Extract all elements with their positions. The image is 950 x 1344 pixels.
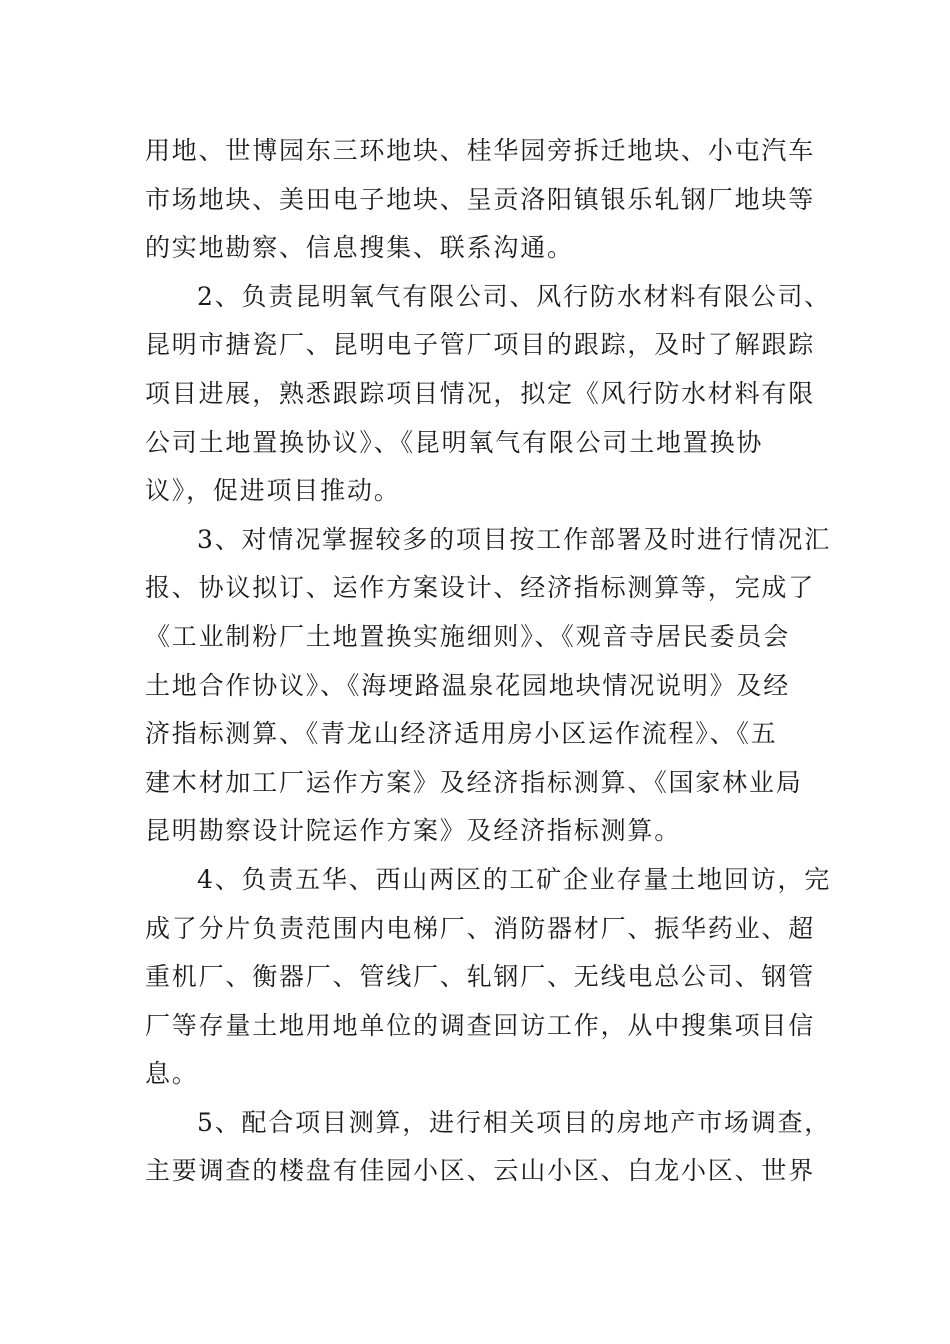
text-line: 项目进展，熟悉跟踪项目情况，拟定《风行防水材料有限 xyxy=(145,378,816,408)
text-line: 用地、世博园东三环地块、桂华园旁拆迁地块、小屯汽车 xyxy=(145,136,816,165)
paragraph-first-line: 5、配合项目测算，进行相关项目的房地产市场调查， xyxy=(197,1107,832,1137)
text-line: 昆明勘察设计院运作方案》及经济指标测算。 xyxy=(145,816,682,846)
text-line: 公司土地置换协议》、《昆明氧气有限公司土地置换协 xyxy=(145,427,764,457)
text-line: 厂等存量土地用地单位的调查回访工作，从中搜集项目信 xyxy=(145,1010,816,1040)
text-line: 昆明市搪瓷厂、昆明电子管厂项目的跟踪，及时了解跟踪 xyxy=(145,330,816,360)
text-line: 市场地块、美田电子地块、呈贡洛阳镇银乐轧钢厂地块等 xyxy=(145,184,816,214)
text-line: 议》，促进项目推动。 xyxy=(145,476,401,506)
text-line: 主要调查的楼盘有佳园小区、云山小区、白龙小区、世界 xyxy=(145,1156,816,1186)
text-line: 济指标测算、《青龙山经济适用房小区运作流程》、《五 xyxy=(145,719,778,749)
text-line: 的实地勘察、信息搜集、联系沟通。 xyxy=(145,233,574,263)
text-line: 建木材加工厂运作方案》及经济指标测算、《国家林业局 xyxy=(145,767,803,797)
text-line: 《工业制粉厂土地置换实施细则》、《观音寺居民委员会 xyxy=(145,621,791,651)
paragraph-first-line: 3、对情况掌握较多的项目按工作部署及时进行情况汇 xyxy=(197,524,832,554)
text-line: 息。 xyxy=(145,1059,199,1089)
text-line: 成了分片负责范围内电梯厂、消防器材厂、振华药业、超 xyxy=(145,913,816,943)
body-text xyxy=(145,127,832,1196)
paragraph-first-line: 4、负责五华、西山两区的工矿企业存量土地回访，完 xyxy=(197,864,832,894)
paragraph-first-line: 2、负责昆明氧气有限公司、风行防水材料有限公司、 xyxy=(197,281,832,311)
text-line: 土地合作协议》、《海埂路温泉花园地块情况说明》及经 xyxy=(145,670,791,700)
text-line: 报、协议拟订、运作方案设计、经济指标测算等，完成了 xyxy=(145,573,816,603)
text-line: 重机厂、衡器厂、管线厂、轧钢厂、无线电总公司、钢管 xyxy=(145,962,816,992)
